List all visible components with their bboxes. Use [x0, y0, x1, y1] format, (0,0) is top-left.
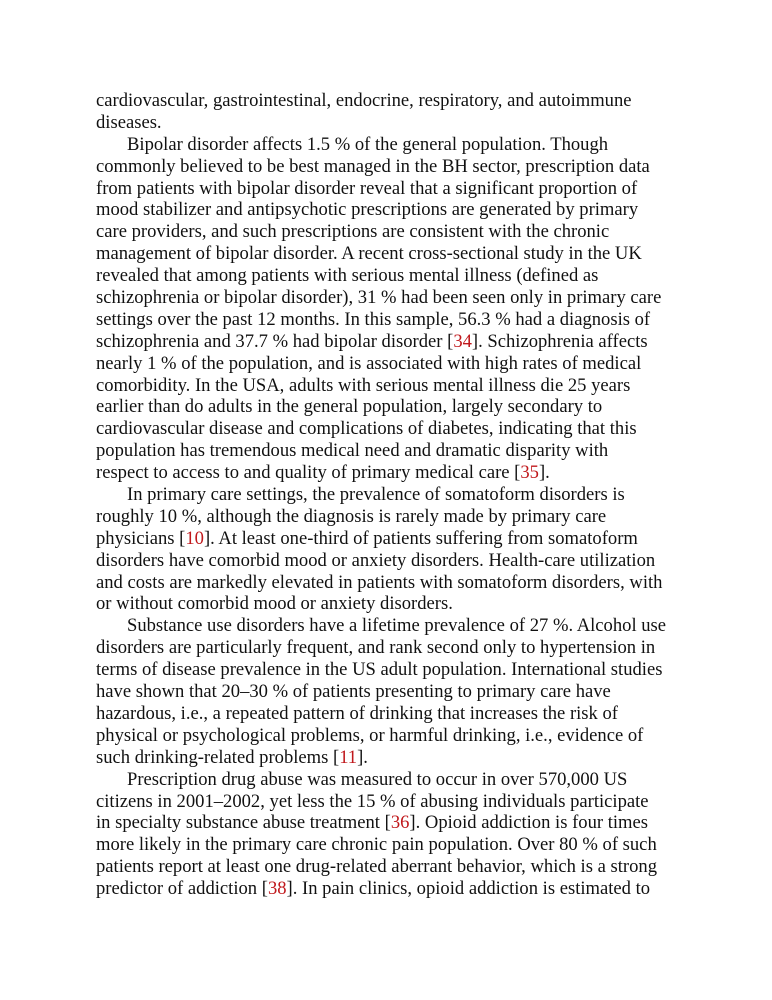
text-segment: physicians [ [96, 527, 186, 549]
text-segment: ]. At least one-third of patients suffering from somatoform [203, 527, 638, 549]
text-line: cardiovascular, gastrointestinal, endocrine, respiratory, and autoimmune [96, 90, 632, 111]
text-line: comorbidity. In the USA, adults with serious mental illness die 25 years [96, 374, 631, 396]
text-line: disorders are particularly frequent, and rank second only to hypertension in [96, 637, 656, 659]
citation-link[interactable]: 35 [520, 462, 539, 484]
text-line: settings over the past 12 months. In this sample, 56.3 % had a diagnosis of [96, 308, 651, 330]
text-segment: ]. In pain clinics, opioid addiction is estimated to [286, 878, 651, 900]
text-segment: ]. [357, 746, 368, 768]
text-line: cardiovascular disease and complications of diabetes, indicating that this [96, 418, 637, 440]
text-line [96, 878, 678, 900]
text-line: Bipolar disorder affects 1.5 % of the general population. Though [127, 133, 609, 155]
text-line [96, 747, 678, 769]
text-line: In primary care settings, the prevalence of somatoform disorders is [127, 484, 625, 506]
text-line: commonly believed to be best managed in the BH sector, prescription data [96, 155, 650, 177]
text-line [96, 812, 678, 834]
text-line: Prescription drug abuse was measured to occur in over 570,000 US [127, 768, 628, 790]
text-line [96, 462, 678, 484]
text-line: schizophrenia or bipolar disorder), 31 % had been seen only in primary care [96, 287, 662, 309]
text-segment: ]. Schizophrenia affects [471, 330, 648, 352]
text-line: citizens in 2001–2002, yet less the 15 % of abusing individuals participate [96, 790, 649, 812]
text-line: physical or psychological problems, or harmful drinking, i.e., evidence of [96, 724, 644, 746]
text-line: have shown that 20–30 % of patients presenting to primary care have [96, 681, 611, 703]
text-line: disorders have comorbid mood or anxiety disorders. Health-care utilization [96, 549, 656, 571]
text-line: management of bipolar disorder. A recent cross-sectional study in the UK [96, 243, 642, 265]
text-line: nearly 1 % of the population, and is associated with high rates of medical [96, 352, 642, 374]
citation-link[interactable]: 34 [453, 330, 472, 352]
citation-link[interactable]: 11 [339, 746, 358, 768]
text-line: care providers, and such prescriptions are consistent with the chronic [96, 221, 610, 243]
citation-link[interactable]: 36 [390, 812, 410, 834]
document-page [96, 90, 678, 900]
text-line: patients report at least one drug-related aberrant behavior, which is a strong [96, 856, 657, 878]
text-line: population has tremendous medical need and dramatic disparity with [96, 440, 609, 462]
text-line: from patients with bipolar disorder reveal that a significant proportion of [96, 177, 638, 199]
text-segment: respect to access to and quality of primary medical care [ [96, 462, 521, 484]
text-line: or without comorbid mood or anxiety disorders. [96, 593, 453, 615]
text-line: roughly 10 %, although the diagnosis is rarely made by primary care [96, 505, 607, 527]
text-line: earlier than do adults in the general population, largely secondary to [96, 396, 603, 418]
text-segment: schizophrenia and 37.7 % had bipolar disorder [ [96, 330, 454, 352]
text-line: Substance use disorders have a lifetime prevalence of 27 %. Alcohol use [127, 615, 667, 637]
text-line [96, 528, 678, 550]
paragraph [96, 769, 678, 900]
text-line: mood stabilizer and antipsychotic prescriptions are generated by primary [96, 199, 639, 221]
paragraph [96, 90, 678, 134]
text-segment: ]. Opioid addiction is four times [409, 812, 649, 834]
paragraph [96, 484, 678, 615]
text-line: and costs are markedly elevated in patients with somatoform disorders, with [96, 571, 663, 593]
text-line: diseases. [96, 111, 162, 133]
citation-link[interactable]: 10 [185, 527, 204, 549]
text-segment: such drinking-related problems [ [96, 746, 340, 768]
paragraph [96, 615, 678, 768]
text-line: hazardous, i.e., a repeated pattern of drinking that increases the risk of [96, 702, 618, 724]
text-segment: ]. [538, 462, 550, 484]
text-line: terms of disease prevalence in the US adult population. International studies [96, 659, 663, 681]
text-line: revealed that among patients with serious mental illness (defined as [96, 265, 599, 287]
paragraph [96, 134, 678, 484]
text-line: more likely in the primary care chronic pain population. Over 80 % of such [96, 834, 657, 856]
text-segment: in specialty substance abuse treatment [ [96, 812, 391, 834]
text-line [96, 331, 678, 353]
citation-link[interactable]: 38 [267, 878, 287, 900]
text-segment: predictor of addiction [ [96, 878, 268, 900]
